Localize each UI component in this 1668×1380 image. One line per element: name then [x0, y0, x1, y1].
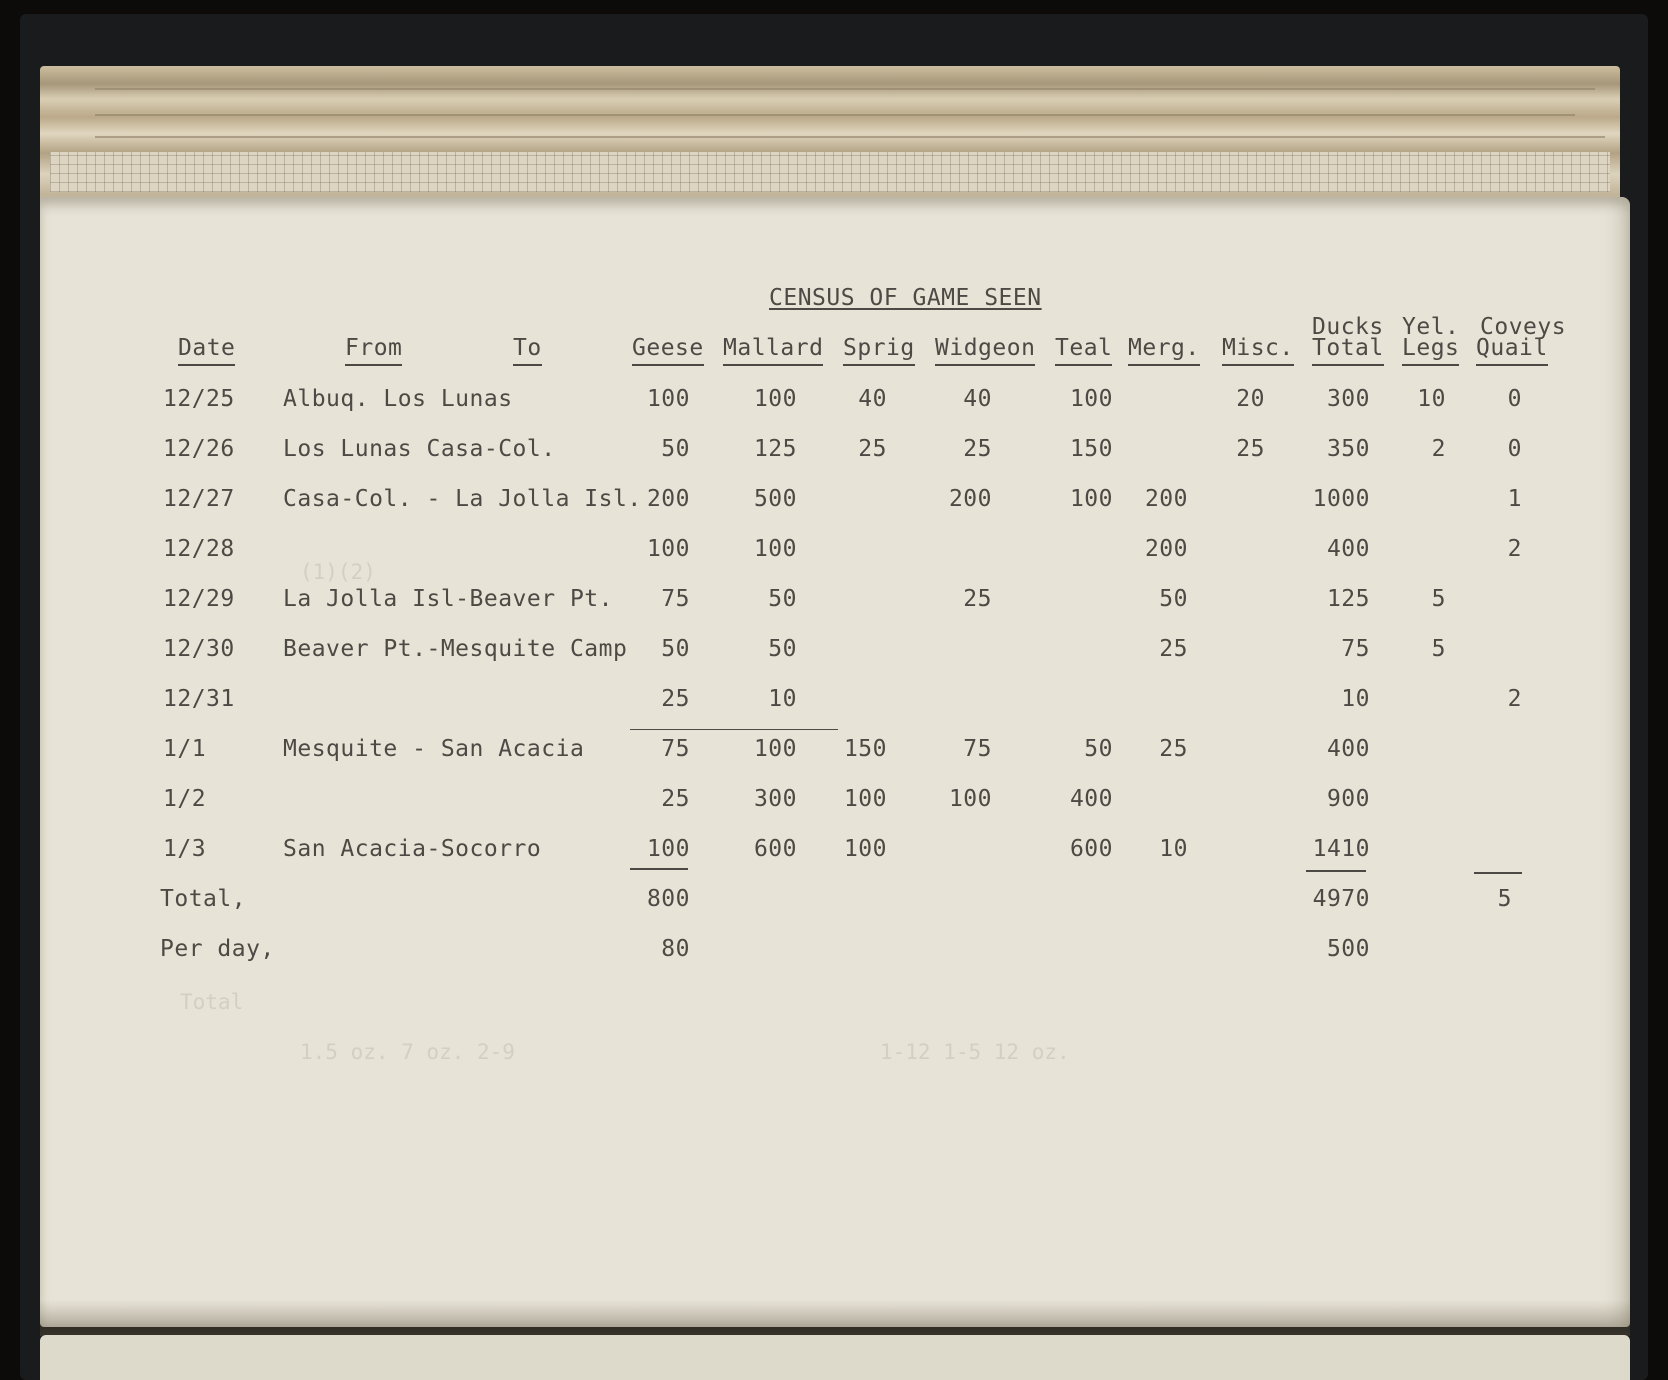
cell-widgeon: 25 [963, 436, 992, 462]
header-mallard: Mallard [723, 336, 823, 366]
row-date: 12/26 [163, 436, 235, 462]
cell-mallard: 500 [753, 486, 797, 512]
cell-quail: 2 [1507, 686, 1522, 712]
header-date: Date [178, 336, 235, 366]
cell-geese: 25 [661, 686, 690, 712]
cell-ducks: 10 [1341, 686, 1370, 712]
cell-mallard: 50 [768, 586, 797, 612]
header-yel-legs: Legs [1402, 336, 1459, 366]
cell-mallard: 100 [753, 386, 797, 412]
cell-teal: 100 [1069, 386, 1113, 412]
header-widgeon: Widgeon [935, 336, 1035, 366]
cell-ducks: 400 [1326, 736, 1370, 762]
summary-ducks: 4970 [1312, 886, 1370, 912]
cell-mallard: 300 [753, 786, 797, 812]
row-date: 1/3 [163, 836, 207, 862]
cell-widgeon: 25 [963, 586, 992, 612]
rule-line [630, 729, 838, 730]
row-route: Mesquite - San Acacia [283, 736, 585, 762]
bleed-through-text: Total [180, 990, 244, 1014]
cell-merg: 25 [1159, 636, 1188, 662]
cell-yel: 5 [1431, 636, 1446, 662]
cell-yel: 2 [1431, 436, 1446, 462]
row-route: Albuq. Los Lunas [283, 386, 513, 412]
row-date: 12/29 [163, 586, 235, 612]
cell-widgeon: 40 [963, 386, 992, 412]
header-sprig: Sprig [843, 336, 915, 366]
cell-mallard: 125 [753, 436, 797, 462]
cell-yel: 5 [1431, 586, 1446, 612]
page-gutter [40, 1300, 1630, 1336]
summary-geese: 800 [646, 886, 690, 912]
cell-misc: 25 [1236, 436, 1265, 462]
cell-merg: 10 [1159, 836, 1188, 862]
cell-ducks: 400 [1326, 536, 1370, 562]
cell-teal: 400 [1069, 786, 1113, 812]
page-title: CENSUS OF GAME SEEN [769, 285, 1042, 311]
cell-mallard: 600 [753, 836, 797, 862]
graph-paper-edge [50, 152, 1610, 192]
cell-geese: 100 [646, 536, 690, 562]
cell-sprig: 100 [843, 836, 887, 862]
row-date: 12/30 [163, 636, 235, 662]
summary-ducks: 500 [1326, 936, 1370, 962]
header-teal: Teal [1055, 336, 1112, 366]
bleed-through-text: 1.5 oz. 7 oz. 2-9 [300, 1040, 515, 1064]
cell-quail: 1 [1507, 486, 1522, 512]
summary-quail: 5 [1497, 886, 1512, 912]
cell-ducks: 350 [1326, 436, 1370, 462]
cell-sprig: 25 [858, 436, 887, 462]
row-date: 1/2 [163, 786, 207, 812]
cell-widgeon: 200 [948, 486, 992, 512]
bleed-through-text: (1)(2) [300, 560, 376, 584]
cell-widgeon: 75 [963, 736, 992, 762]
header-coveys-quail: Quail [1476, 336, 1548, 366]
header-misc: Misc. [1222, 336, 1294, 366]
header-ducks-top: Ducks [1312, 314, 1384, 340]
bleed-through-text: 1-12 1-5 12 oz. [880, 1040, 1070, 1064]
cell-quail: 0 [1507, 386, 1522, 412]
cell-geese: 75 [661, 736, 690, 762]
cell-ducks: 75 [1341, 636, 1370, 662]
cell-geese: 200 [646, 486, 690, 512]
cell-merg: 200 [1144, 536, 1188, 562]
cell-mallard: 100 [753, 736, 797, 762]
cell-mallard: 100 [753, 536, 797, 562]
page-edges [40, 66, 1620, 216]
row-route: Casa-Col. - La Jolla Isl. [283, 486, 642, 512]
row-route: San Acacia-Socorro [283, 836, 542, 862]
row-date: 1/1 [163, 736, 207, 762]
cell-teal: 100 [1069, 486, 1113, 512]
row-date: 12/25 [163, 386, 235, 412]
cell-yel: 10 [1417, 386, 1446, 412]
header-to: To [513, 336, 542, 366]
cell-geese: 75 [661, 586, 690, 612]
cell-sprig: 150 [843, 736, 887, 762]
cell-geese: 100 [646, 386, 690, 412]
header-coveys-top: Coveys [1480, 314, 1567, 340]
header-merg: Merg. [1128, 336, 1200, 366]
cell-ducks: 125 [1326, 586, 1370, 612]
cell-mallard: 50 [768, 636, 797, 662]
rule-line [630, 868, 688, 870]
header-from: From [345, 336, 402, 366]
row-date: 12/31 [163, 686, 235, 712]
cell-ducks: 900 [1326, 786, 1370, 812]
cell-ducks: 1000 [1312, 486, 1370, 512]
cell-ducks: 300 [1326, 386, 1370, 412]
cell-sprig: 40 [858, 386, 887, 412]
row-date: 12/27 [163, 486, 235, 512]
row-route: Beaver Pt.-Mesquite Camp [283, 636, 628, 662]
header-yel-top: Yel. [1402, 314, 1460, 340]
cell-teal: 50 [1084, 736, 1113, 762]
summary-label: Per day, [160, 936, 275, 962]
rule-line [1306, 870, 1366, 872]
row-date: 12/28 [163, 536, 235, 562]
cell-teal: 600 [1069, 836, 1113, 862]
header-geese: Geese [632, 336, 704, 366]
cell-mallard: 10 [768, 686, 797, 712]
header-ducks-total: Total [1312, 336, 1384, 366]
cell-quail: 2 [1507, 536, 1522, 562]
next-page-edge [40, 1335, 1630, 1380]
summary-geese: 80 [661, 936, 690, 962]
cell-geese: 50 [661, 436, 690, 462]
cell-ducks: 1410 [1312, 836, 1370, 862]
cell-geese: 25 [661, 786, 690, 812]
cell-teal: 150 [1069, 436, 1113, 462]
cell-sprig: 100 [843, 786, 887, 812]
cell-geese: 50 [661, 636, 690, 662]
cell-merg: 200 [1144, 486, 1188, 512]
summary-label: Total, [160, 886, 247, 912]
row-route: Los Lunas Casa-Col. [283, 436, 556, 462]
rule-line [1474, 872, 1522, 874]
row-route: La Jolla Isl-Beaver Pt. [283, 586, 613, 612]
cell-merg: 25 [1159, 736, 1188, 762]
cell-geese: 100 [646, 836, 690, 862]
cell-misc: 20 [1236, 386, 1265, 412]
cell-widgeon: 100 [948, 786, 992, 812]
cell-quail: 0 [1507, 436, 1522, 462]
cell-merg: 50 [1159, 586, 1188, 612]
notebook-page [40, 197, 1630, 1327]
